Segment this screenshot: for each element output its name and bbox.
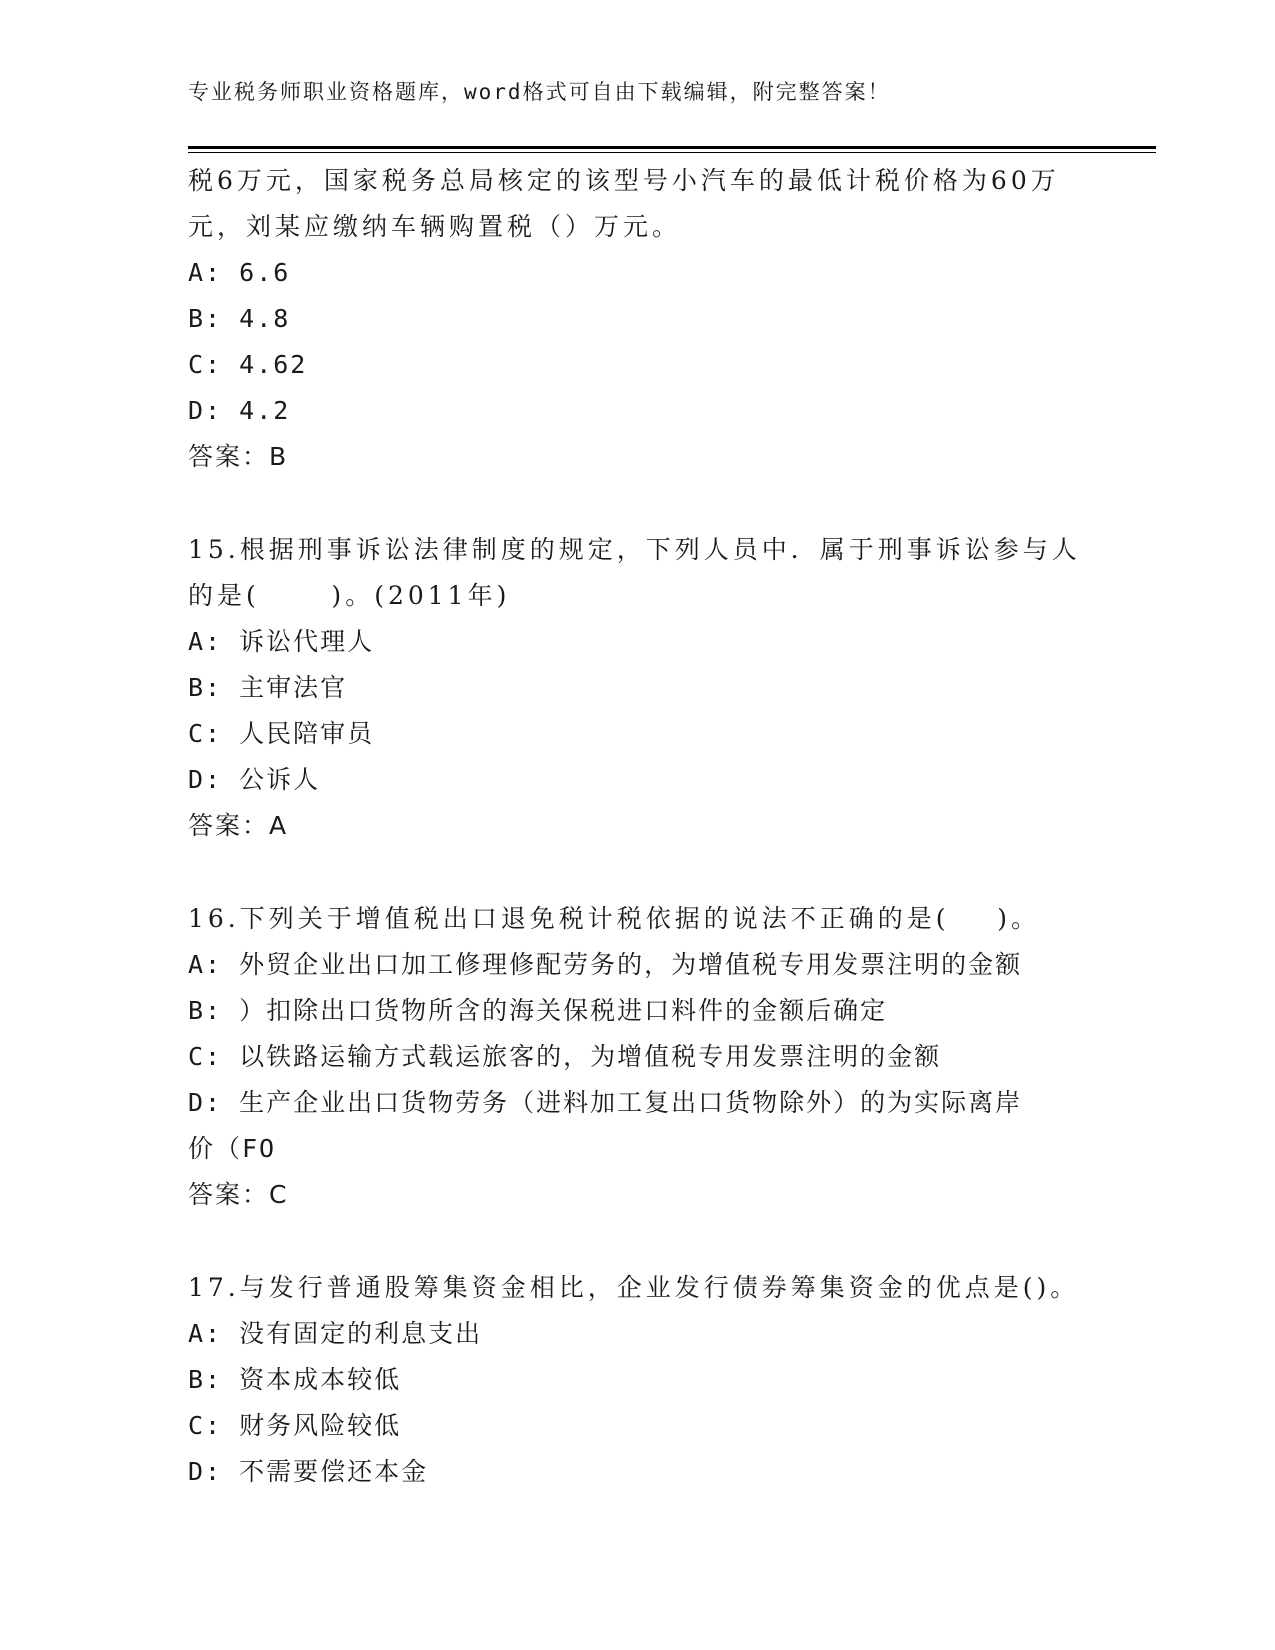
option-c: C: 财务风险较低 xyxy=(188,1411,402,1440)
page-header: 专业税务师职业资格题库，word格式可自由下载编辑，附完整答案！ xyxy=(188,80,891,104)
option-a: A: 没有固定的利息支出 xyxy=(188,1319,483,1348)
option-b: B: 资本成本较低 xyxy=(188,1365,402,1394)
option-d-continuation: 价（FO xyxy=(188,1134,277,1163)
document-body xyxy=(188,158,1088,1495)
question-text-line: 元，刘某应缴纳车辆购置税（）万元。 xyxy=(188,212,682,241)
answer: 答案：C xyxy=(188,1180,289,1209)
question-15 xyxy=(188,527,1088,849)
option-a: A: 6.6 xyxy=(188,258,291,287)
option-d: D: 公诉人 xyxy=(188,765,321,794)
question-text-line: 17.与发行普通股筹集资金相比，企业发行债券筹集资金的优点是()。 xyxy=(188,1273,1080,1302)
question-16 xyxy=(188,896,1088,1218)
option-b: B: ）扣除出口货物所含的海关保税进口料件的金额后确定 xyxy=(188,996,888,1025)
option-d: D: 不需要偿还本金 xyxy=(188,1457,429,1486)
question-17 xyxy=(188,1265,1088,1495)
question-text-line: 税6万元，国家税务总局核定的该型号小汽车的最低计税价格为60万 xyxy=(188,166,1060,195)
option-b: B: 4.8 xyxy=(188,304,291,333)
header-rule-thin xyxy=(188,152,1156,153)
header-rule-thick xyxy=(188,146,1156,149)
question-text-line: 的是( )。(2011年) xyxy=(188,581,511,610)
option-d: D: 生产企业出口货物劳务（进料加工复出口货物除外）的为实际离岸 xyxy=(188,1088,1023,1117)
option-c: C: 人民陪审员 xyxy=(188,719,375,748)
option-a: A: 诉讼代理人 xyxy=(188,627,375,656)
question-text-line: 15.根据刑事诉讼法律制度的规定，下列人员中．属于刑事诉讼参与人 xyxy=(188,535,1081,564)
option-c: C: 4.62 xyxy=(188,350,308,379)
question-14 xyxy=(188,158,1088,480)
answer: 答案：B xyxy=(188,442,289,471)
option-d: D: 4.2 xyxy=(188,396,291,425)
answer: 答案：A xyxy=(188,811,289,840)
question-text-line: 16.下列关于增值税出口退免税计税依据的说法不正确的是( )。 xyxy=(188,904,1041,933)
option-c: C: 以铁路运输方式载运旅客的，为增值税专用发票注明的金额 xyxy=(188,1042,942,1071)
option-a: A: 外贸企业出口加工修理修配劳务的，为增值税专用发票注明的金额 xyxy=(188,950,1023,979)
option-b: B: 主审法官 xyxy=(188,673,348,702)
